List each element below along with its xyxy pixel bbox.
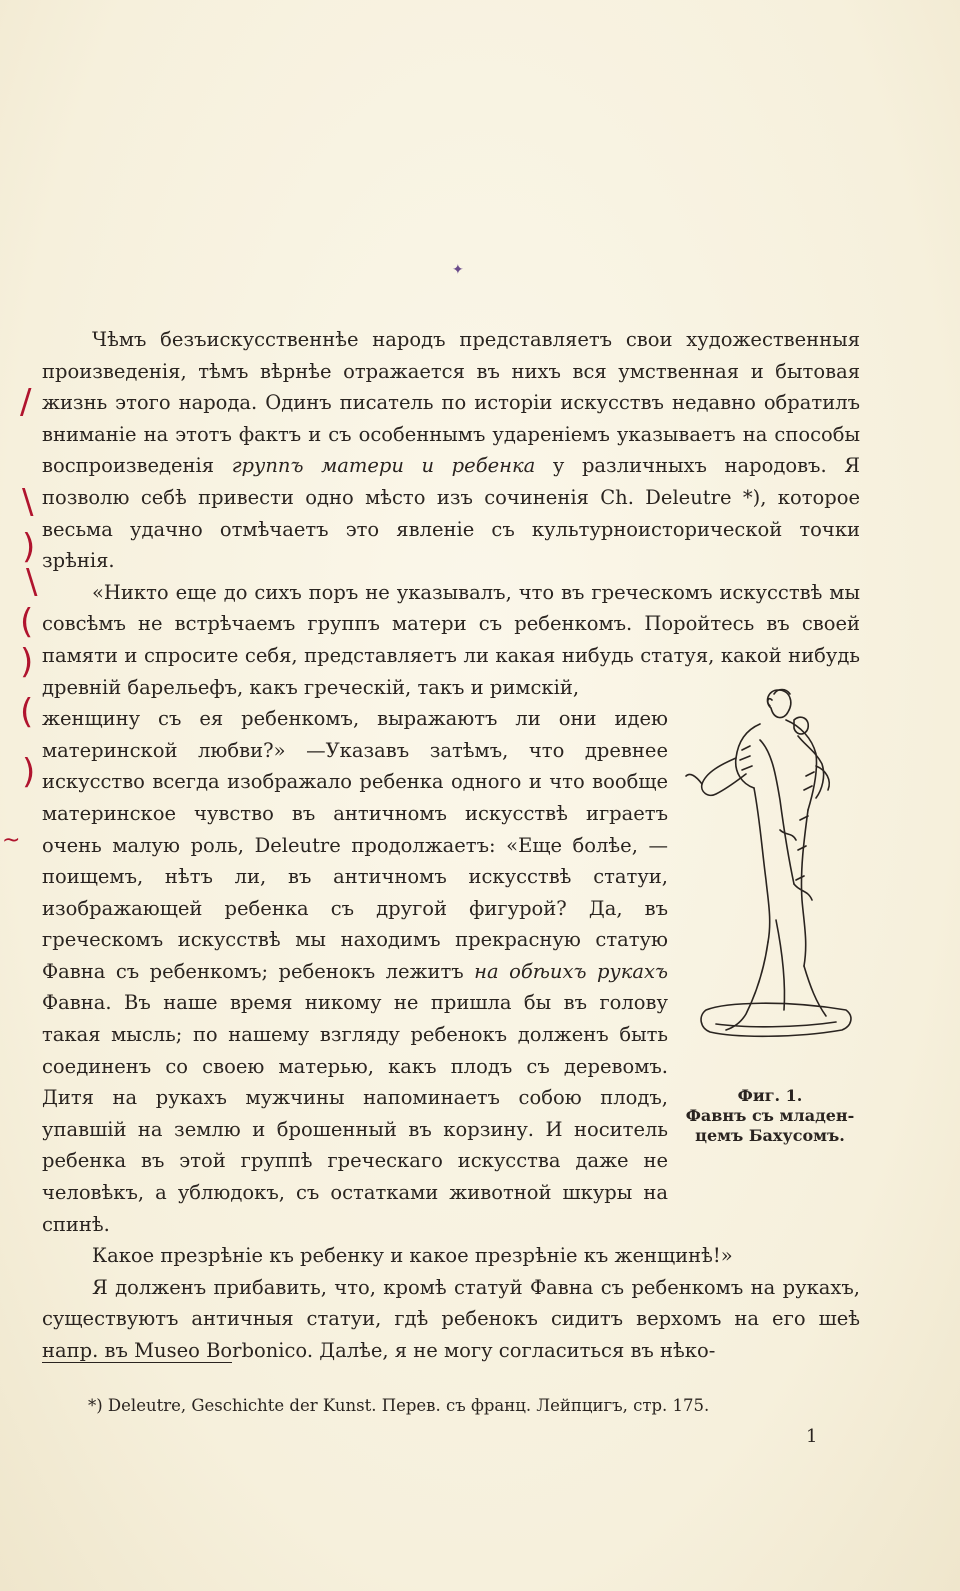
paragraph-3: Какое презрѣніе къ ребенку и какое презрѣніе къ женщинѣ!» bbox=[92, 1244, 733, 1268]
faun-statue-illustration bbox=[676, 680, 866, 1050]
margin-mark: ) bbox=[20, 642, 34, 682]
paragraph-4: Я долженъ прибавить, что, кромѣ статуй Фавна съ ребенкомъ на рукахъ, существуютъ античныя статуи, гдѣ ребенокъ сидитъ верхомъ на его шеѣ напр. въ Museo Borbonico. Далѣе, я не могу согласиться въ нѣко- bbox=[42, 1275, 860, 1362]
margin-mark: ) bbox=[22, 527, 36, 567]
figure-caption bbox=[672, 1086, 868, 1146]
page-number: 1 bbox=[806, 1426, 818, 1447]
margin-mark: ~ bbox=[2, 828, 21, 853]
caption-line: Фавнъ съ младен- bbox=[685, 1106, 855, 1125]
caption-figure-number: Фиг. 1. bbox=[737, 1086, 803, 1105]
margin-mark: \ bbox=[26, 562, 38, 602]
margin-mark: / bbox=[20, 382, 32, 422]
margin-mark: ( bbox=[20, 602, 34, 642]
margin-mark: ( bbox=[20, 692, 34, 732]
ink-smudge: ✦ bbox=[452, 262, 464, 278]
caption-line: цемъ Бахусомъ. bbox=[695, 1126, 845, 1145]
emphasis-group: группъ матери и ребенка bbox=[231, 454, 536, 478]
faun-statue-figure bbox=[676, 680, 866, 1080]
footnote-divider bbox=[42, 1362, 232, 1363]
margin-mark: ) bbox=[22, 752, 36, 792]
emphasis-hands: на обѣихъ рукахъ bbox=[474, 959, 668, 983]
margin-mark: \ bbox=[22, 482, 34, 522]
paragraph-1: Чѣмъ безъискусственнѣе народъ представляетъ свои художественныя произведенія, тѣмъ вѣрнѣе отражается въ нихъ вся умственная и бытовая жизнь этого народа. Одинъ писатель по исторіи искусствъ недавно обратилъ вниманіе на этотъ фактъ и съ особеннымъ удареніемъ указываетъ на способы воспроизведенія группъ матери и ребенка у различныхъ народовъ. Я позволю себѣ привести одно мѣсто изъ сочиненія Ch. Deleutre *), которое весьма удачно отмѣчаетъ это явленіе съ культурноисторической точки зрѣнія. bbox=[42, 328, 861, 573]
paragraph-2-beside-figure: женщину съ ея ребенкомъ, выражаютъ ли они идею материнской любви?» —Указавъ затѣмъ, что древнее искусство всегда изображало ребенка одного и что вообще материнское чувство въ античномъ искусствѣ играетъ очень малую роль, Deleutre продолжаетъ: «Еще болѣе, — поищемъ, нѣтъ ли, въ античномъ искусствѣ статуи, изображающей ребенка съ другой фигурой? Да, въ греческомъ искусствѣ мы находимъ прекрасную статую Фавна съ ребенкомъ; ребенокъ лежитъ на обѣихъ рукахъ Фавна. Въ наше время никому не пришла бы въ голову такая мысль; по нашему взгляду ребенокъ долженъ быть соединенъ со своею матерью, какъ плодъ съ деревомъ. Дитя на рукахъ мужчины напоминаетъ собою плодъ, упавшій на землю и брошенный въ корзину. И носитель ребенка въ этой группѣ греческаго искусства даже не человѣкъ, а ублюдокъ, съ остатками животной шкуры на спинѣ. bbox=[42, 707, 668, 1236]
footnote: *) Deleutre, Geschichte der Kunst. Перев. съ франц. Лейпцигъ, стр. 175. bbox=[88, 1396, 710, 1415]
paragraph-2-full-width: «Никто еще до сихъ поръ не указывалъ, что въ греческомъ искусствѣ мы совсѣмъ не встрѣчаемъ группъ матери съ ребенкомъ. Поройтесь въ своей памяти и спросите себя, представляетъ ли какая нибудь статуя, какой нибудь древній барельефъ, какъ греческій, такъ и римскій, bbox=[42, 580, 860, 699]
